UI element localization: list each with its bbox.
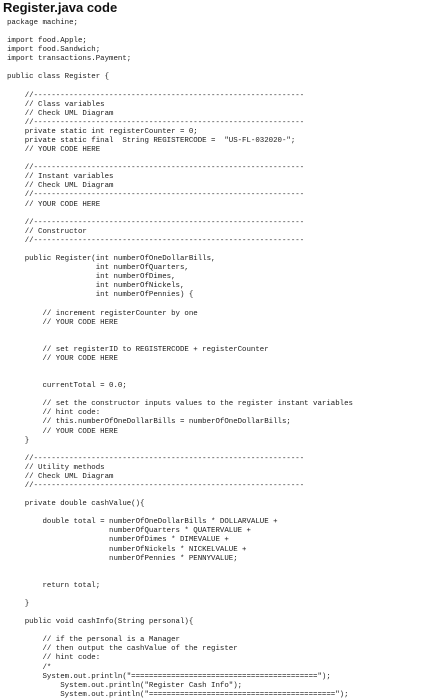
code-line	[7, 364, 448, 373]
code-line: // Instant variables	[7, 173, 114, 182]
code-line	[7, 627, 448, 636]
code-line	[7, 573, 448, 582]
code-line	[7, 337, 448, 346]
code-line: // set the constructor inputs values to the register instant variables	[7, 400, 353, 409]
code-line: // Class variables	[7, 100, 105, 109]
code-line: // hint code:	[7, 409, 101, 418]
code-line: // if the personal is a Manager	[7, 636, 180, 645]
code-line: numberOfPennies * PENNYVALUE;	[7, 554, 238, 563]
code-line: // YOUR CODE HERE	[7, 318, 118, 327]
code-line: private static final String REGISTERCODE = "US-FL-032020-";	[7, 137, 296, 146]
code-line: import transactions.Payment;	[7, 55, 132, 64]
code-line: // Check UML Diagram	[7, 182, 114, 191]
code-line: }	[7, 436, 30, 445]
document-title: Register.java code	[3, 0, 118, 15]
code-line: System.out.println("Register Cash Info");	[7, 681, 243, 690]
code-line	[7, 328, 448, 337]
code-line: //-------------------------------------------------------------	[7, 118, 305, 127]
code-line: private double cashValue(){	[7, 500, 145, 509]
code-line: //-------------------------------------------------------------	[7, 481, 305, 490]
code-line	[7, 83, 448, 92]
code-line: // YOUR CODE HERE	[7, 146, 101, 155]
code-line: //-------------------------------------------------------------	[7, 454, 305, 463]
code-line: numberOfQuarters * QUATERVALUE +	[7, 527, 251, 536]
code-line: // Check UML Diagram	[7, 472, 114, 481]
code-line	[7, 28, 448, 37]
code-line: public void cashInfo(String personal){	[7, 618, 194, 627]
code-line: // then output the cashValue of the register	[7, 645, 238, 654]
code-line	[7, 446, 448, 455]
code-line: import food.Sandwich;	[7, 46, 101, 55]
code-line: // hint code:	[7, 654, 101, 663]
code-line: int numberOfQuarters,	[7, 264, 189, 273]
code-line	[7, 391, 448, 400]
code-line: import food.Apple;	[7, 37, 87, 46]
code-line: numberOfNickels * NICKELVALUE +	[7, 545, 247, 554]
code-line: System.out.println("==========================================");	[7, 672, 331, 681]
code-line: numberOfDimes * DIMEVALUE +	[7, 536, 229, 545]
code-line: System.out.println("==========================================");	[7, 690, 349, 699]
code-line	[7, 591, 448, 600]
code-line	[7, 155, 448, 164]
code-line: // this.numberOfOneDollarBills = numberOfOneDollarBills;	[7, 418, 291, 427]
code-line: //-------------------------------------------------------------	[7, 91, 305, 100]
code-line: return total;	[7, 581, 101, 590]
code-line: int numberOfNickels,	[7, 282, 185, 291]
code-line: public class Register {	[7, 73, 110, 82]
code-line: // increment registerCounter by one	[7, 309, 198, 318]
code-line	[7, 564, 448, 573]
code-line	[7, 609, 448, 618]
code-line	[7, 210, 448, 219]
code-line: }	[7, 600, 30, 608]
code-line: double total = numberOfOneDollarBills * DOLLARVALUE +	[7, 518, 278, 527]
code-line: //-------------------------------------------------------------	[7, 236, 305, 245]
code-line: // YOUR CODE HERE	[7, 354, 118, 363]
code-line: int numberOfDimes,	[7, 273, 176, 282]
code-line: private static int registerCounter = 0;	[7, 127, 198, 136]
code-line: // Constructor	[7, 227, 87, 236]
code-line: // Check UML Diagram	[7, 109, 114, 118]
code-line: //-------------------------------------------------------------	[7, 218, 305, 227]
code-line: // YOUR CODE HERE	[7, 427, 118, 436]
code-line	[7, 509, 448, 518]
code-line: //-------------------------------------------------------------	[7, 191, 305, 200]
code-line: currentTotal = 0.0;	[7, 382, 127, 391]
code-line: /*	[7, 663, 52, 672]
code-line: // YOUR CODE HERE	[7, 200, 101, 209]
code-line	[7, 64, 448, 73]
code-line: // set registerID to REGISTERCODE + registerCounter	[7, 345, 269, 354]
code-line	[7, 246, 448, 255]
code-line: //-------------------------------------------------------------	[7, 164, 305, 173]
code-line: package machine;	[7, 19, 78, 27]
code-line: // Utility methods	[7, 463, 105, 472]
code-line	[7, 300, 448, 309]
code-line: public Register(int numberOfOneDollarBills,	[7, 255, 216, 264]
code-line	[7, 373, 448, 382]
code-line	[7, 491, 448, 500]
code-block	[7, 19, 448, 700]
code-line: int numberOfPennies) {	[7, 291, 194, 300]
